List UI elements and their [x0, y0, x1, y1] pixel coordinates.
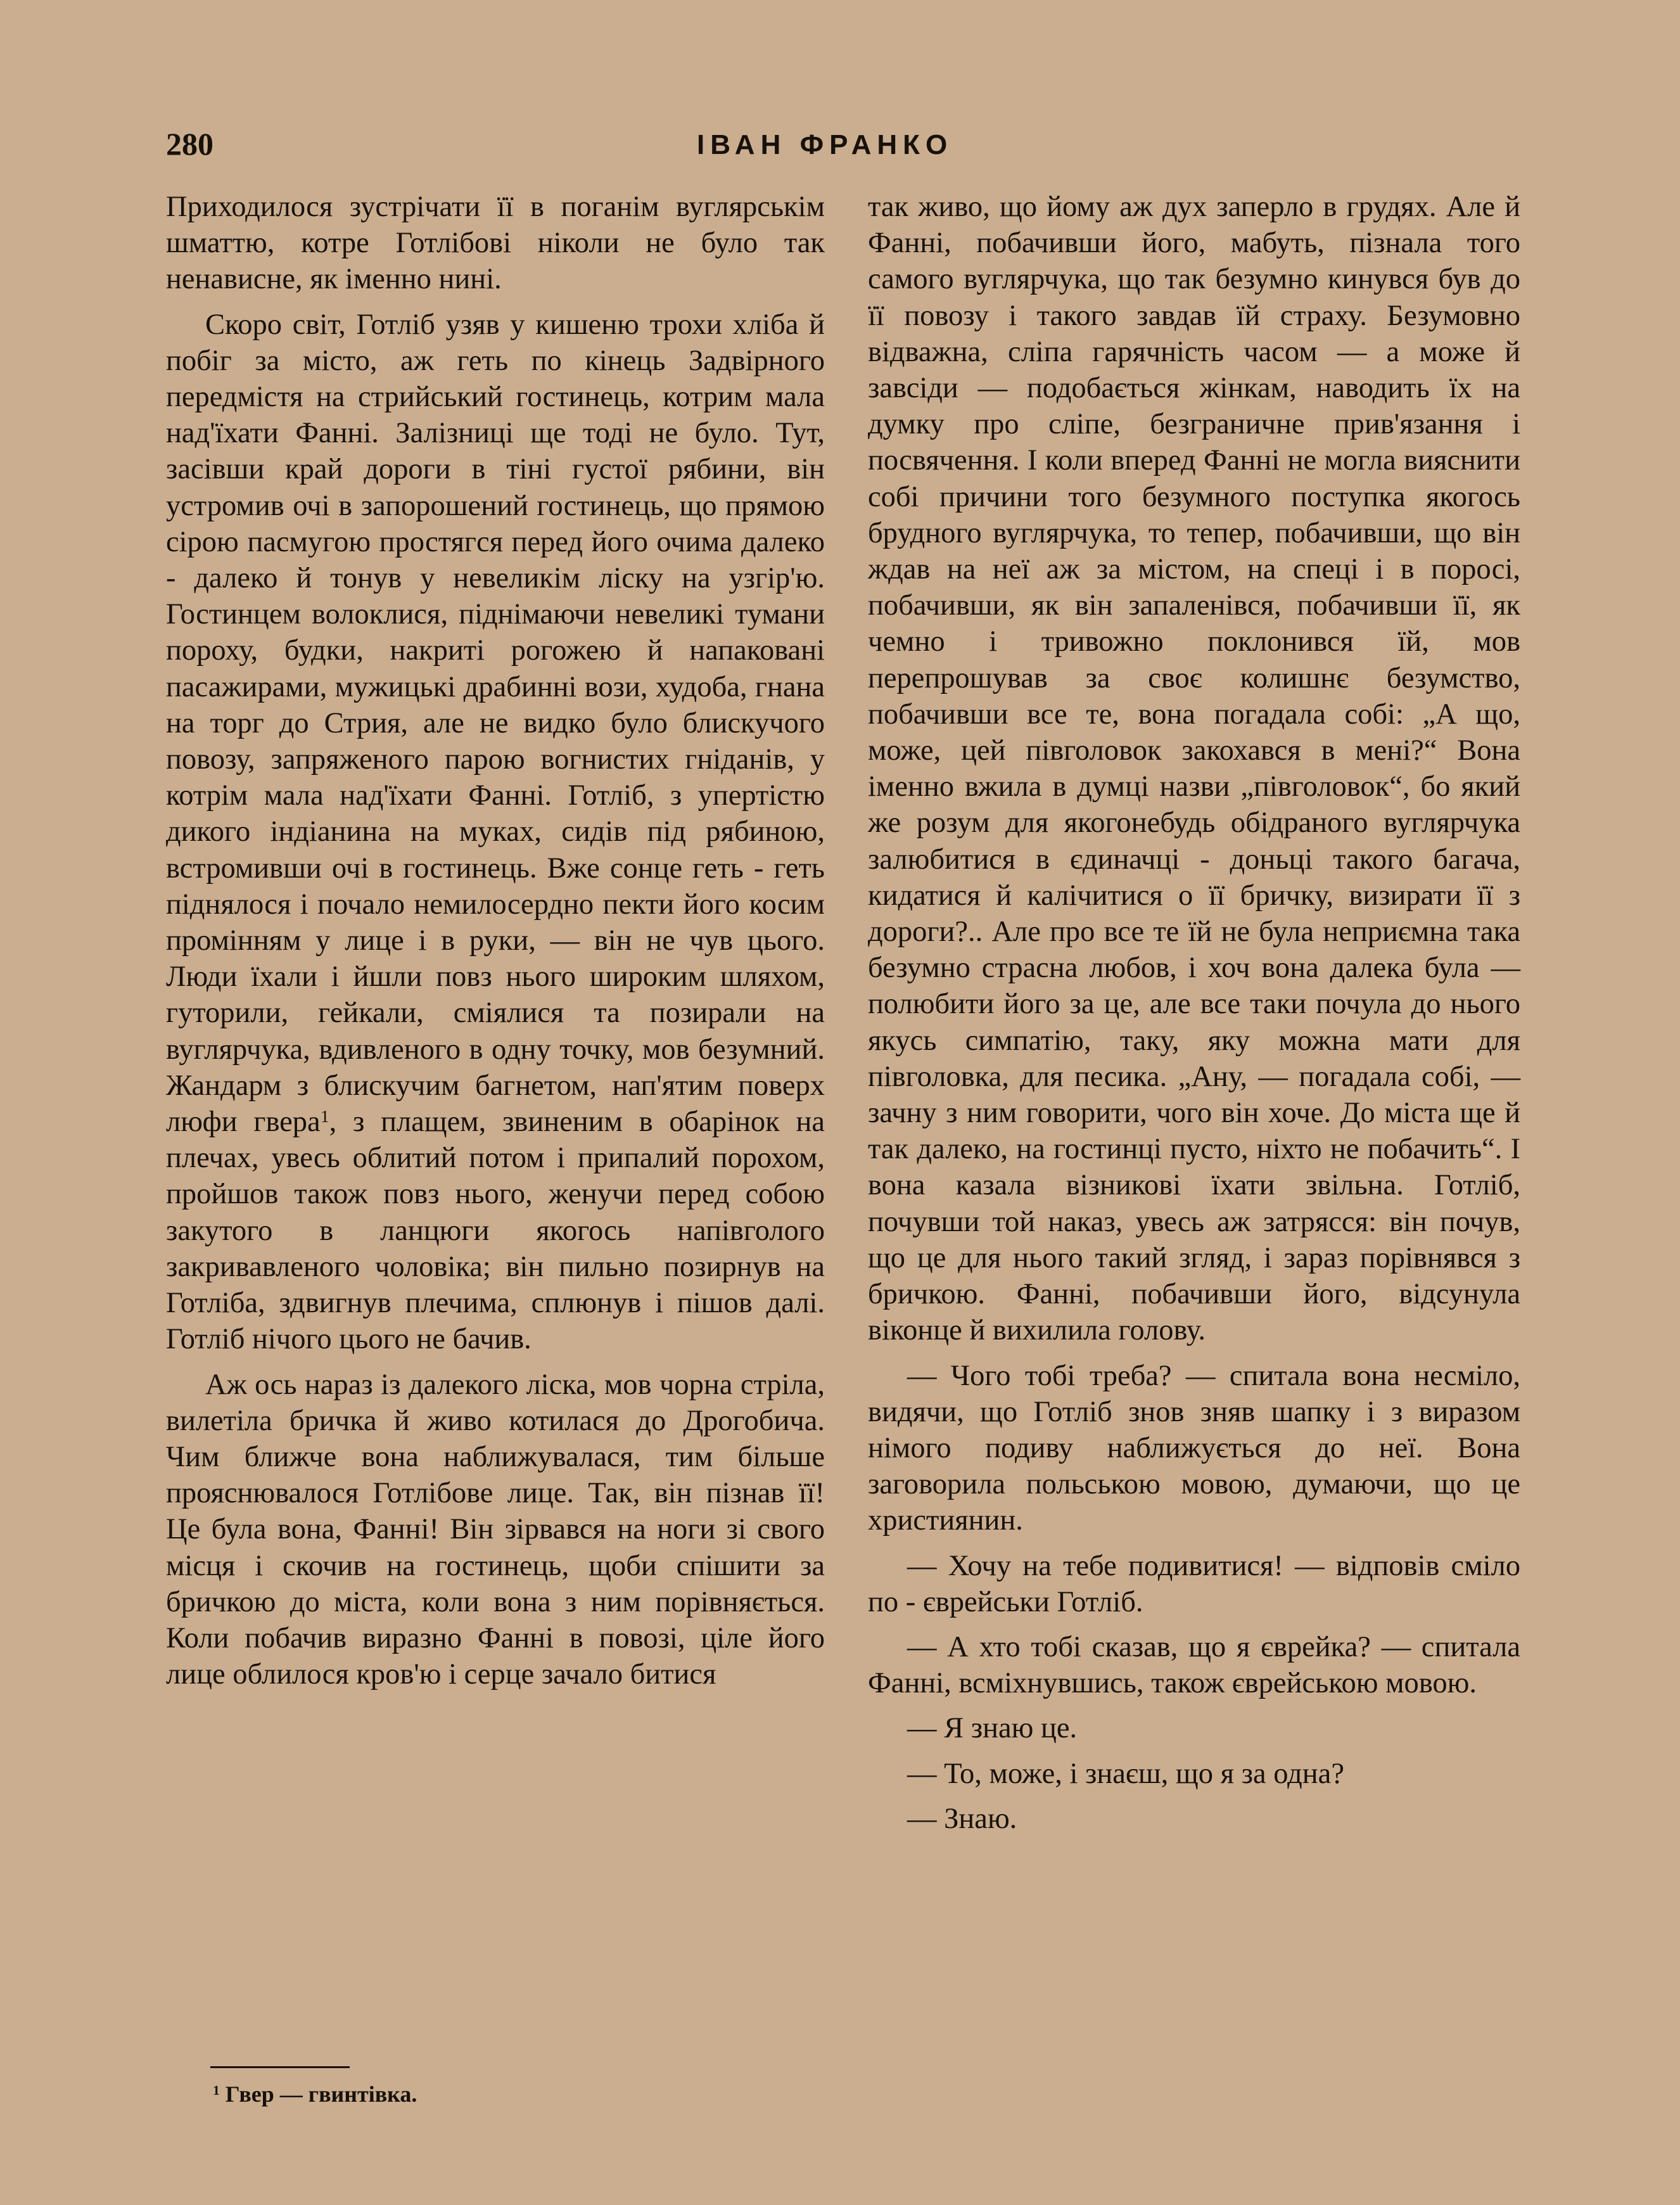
page-header	[166, 120, 1015, 171]
footnote-divider	[210, 2066, 350, 2068]
paragraph: Приходилося зустрічати її в поганім вуглярськім шматтю, котре Готлібові ніколи не було так ненависне, як іменно нині.	[166, 191, 825, 296]
running-title: ІВАН ФРАНКО	[697, 129, 953, 160]
left-column	[166, 189, 825, 1692]
footnote-text: Гвер — гвинтівка.	[225, 2081, 417, 2107]
paragraph: Аж ось нараз із далекого ліска, мов чорна стріла, вилетіла бричка й живо котилася до Дрогобича. Чим ближче вона наближувалася, тим більше прояснювалося Готлібове лице. Так, він пізнав її! Це була вона, Фанні! Він зірвався на ноги зі свого місця і скочив на гостинець, щоби спішити за бричкою до міста, коли вона з ним порівняється. Коли побачив виразно Фанні в повозі, ціле його лице облилося кров'ю і серце зачало битися	[166, 1368, 825, 1691]
paragraph	[166, 307, 825, 1358]
dialogue-line: — Хочу на тебе подивитися! — відповів сміло по - єврейськи Готліб.	[868, 1549, 1520, 1618]
paragraph-text: Скоро світ, Готліб узяв у кишеню трохи хліба й побіг за місто, аж геть по кінець Задвірного передмістя на стрийський гостинець, котрим мала над'їхати Фанні. Залізниці ще тоді не було. Тут, засівши край дороги в тіні густої рябини, він устромив очі в запорошений гостинець, що прямою сірою пасмугою простягся перед його очима далеко - далеко й тонув у невеликім ліску на узгір'ю. Гостинцем волоклися, піднімаючи невеликі тумани пороху, будки, накриті рогожею й напаковані пасажирами, мужицькі драбинні вози, худоба, гнана на торг до Стрия, але не видко було блискучого повозу, запряженого парою вогнистих гніданів, у котрім мала над'їхати Фанні. Готліб, з упертістю дикого індіанина на муках, сидів під рябиною, встромивши очі в гостинець. Вже сонце геть - геть піднялося і почало немилосердно пекти його косим промінням у лице і в руки, — він не чув цього. Люди їхали і йшли повз нього широким шляхом, гуторили, гейкали, сміялися та позирали на вуглярчука, вдивленого в одну точку, мов безумний. Жандарм з блискучим багнетом, нап'ятим поверх люфи гвера	[166, 308, 825, 1139]
dialogue-line: — Чого тобі треба? — спитала вона несміло, видячи, що Готліб знов зняв шапку і з виразом німого подиву наближується до неї. Вона заговорила польською мовою, думаючи, що це християнин.	[868, 1359, 1520, 1537]
footnote-reference: 1	[320, 1107, 329, 1127]
footnote	[213, 2080, 417, 2108]
right-column	[868, 189, 1520, 1837]
dialogue-line: — Я знаю це.	[907, 1712, 1078, 1745]
paragraph: так живо, що йому аж дух заперло в грудях. Але й Фанні, побачивши його, мабуть, пізнала того самого вуглярчука, що так безумно кинувся був до її повозу і такого завдав їй страху. Безумовно відважна, сліпа гарячність часом — а може й завсіди — подобається жінкам, наводить їх на думку про сліпе, безграничне прив'язання і посвячення. І коли вперед Фанні не могла вияснити собі причини того безумного поступка якогось брудного вуглярчука, то тепер, побачивши, що він ждав на неї аж за містом, на спеці і в поросі, побачивши, як він запаленівся, побачивши її, як чемно і тривожно поклонився їй, мов перепрошував за своє колишнє безумство, побачивши все те, вона погадала собі: „А що, може, цей півголовок закохався в мені?“ Вона іменно вжила в думці назви „півголовок“, бо який же розум для якогонебудь обідраного вуглярчука залюбитися в єдиначці - доньці такого багача, кидатися й калічитися о її бричку, визирати її з дороги?.. Але про все те їй не була неприємна така безумно страсна любов, і хоч вона далека була — полюбити його за це, але все таки почула до нього якусь симпатію, таку, яку можна мати для півголовка, для песика. „Ану, — погадала собі, — зачну з ним говорити, чого він хоче. До міста ще й так далеко, на гостинці пусто, ніхто не побачить“. І вона казала візникові їхати звільна. Готліб, почувши той наказ, увесь аж затрясся: він почув, що це для нього такий згляд, і зараз порівнявся з бричкою. Фанні, побачивши його, відсунула віконце й вихилила голову.	[868, 191, 1520, 1347]
page-number: 280	[166, 126, 213, 162]
dialogue-line: — То, може, і знаєш, що я за одна?	[907, 1757, 1344, 1790]
dialogue-line: — А хто тобі сказав, що я єврейка? — спитала Фанні, всміхнувшись, також єврейською мовою.	[868, 1630, 1520, 1700]
paragraph-text-continued: , з плащем, звиненим в обарінок на плечах, увесь облитий потом і припалий порохом, пройшов також повз нього, женучи перед собою закутого в ланцюги якогось напівголого закривавленого чоловіка; він пильно позирнув на Готліба, здвигнув плечима, сплюнув і пішов далі. Готліб нічого цього не бачив.	[166, 1106, 825, 1356]
dialogue-line: — Знаю.	[907, 1802, 1017, 1835]
footnote-marker: 1	[213, 2083, 220, 2099]
